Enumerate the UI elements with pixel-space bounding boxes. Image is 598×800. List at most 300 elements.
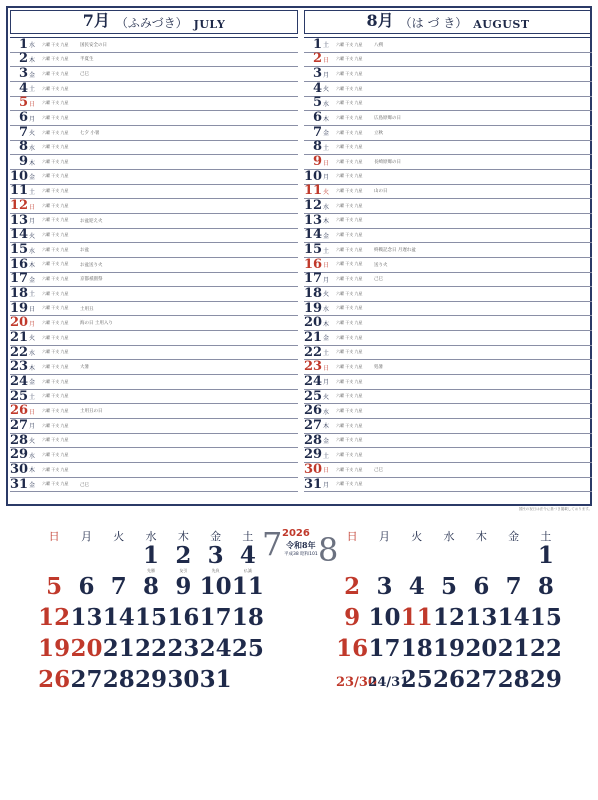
weekday-label: 火 — [29, 335, 36, 343]
day-number: 18 — [304, 285, 323, 301]
day-event: 終戦記念日 月遅れ盆 — [374, 248, 416, 254]
august-day-row — [304, 111, 592, 126]
calendar-cell — [497, 637, 529, 668]
weekday-label: 日 — [29, 306, 36, 314]
calendar-cell — [433, 668, 465, 699]
day-number: 20 — [304, 315, 323, 331]
weekday-label: 金 — [323, 438, 330, 446]
calendar-cell — [38, 668, 70, 699]
calendar-date: 15 — [135, 604, 168, 631]
july-day-rows — [10, 37, 298, 492]
july-day-row — [10, 53, 298, 68]
rokuyo-info: 六曜 干支 九星 — [42, 217, 69, 223]
calendar-date: 13 — [70, 604, 103, 631]
july-day-row — [10, 390, 298, 405]
august-day-row — [304, 67, 592, 82]
calendar-date: 2 — [344, 573, 361, 600]
day-number: 25 — [10, 388, 29, 404]
rokuyo-info: 六曜 干支 九星 — [42, 451, 69, 457]
weekday-label: 火 — [29, 232, 36, 240]
day-number: 20 — [10, 315, 29, 331]
rokuyo-info: 六曜 干支 九星 — [336, 437, 363, 443]
july-english-name: JULY — [193, 18, 226, 31]
july-day-row — [10, 287, 298, 302]
weekday-label: 日 — [323, 467, 330, 475]
weekday-label: 金 — [29, 379, 36, 387]
calendar-dual-date: 24/31 — [368, 675, 410, 690]
july-day-row — [10, 360, 298, 375]
august-day-row — [304, 287, 592, 302]
weekday-header-august — [336, 528, 566, 544]
july-day-row — [10, 82, 298, 97]
day-number: 9 — [18, 154, 28, 170]
day-number: 15 — [10, 242, 29, 258]
calendar-date: 22 — [135, 635, 168, 662]
rokuyo-info: 六曜 干支 九星 — [336, 158, 363, 164]
weekday-label: 木 — [29, 159, 36, 167]
rokuyo-info: 六曜 干支 九星 — [42, 378, 69, 384]
july-day-row — [10, 346, 298, 361]
day-number: 18 — [10, 285, 29, 301]
calendar-cell — [465, 637, 497, 668]
rokuyo-info: 六曜 干支 九星 — [336, 407, 363, 413]
calendar-date: 10 — [199, 573, 232, 600]
calendar-cell — [336, 668, 377, 699]
day-number: 6 — [18, 110, 28, 126]
weekday-label: 火 — [29, 130, 36, 138]
weekday-label: 木 — [323, 423, 330, 431]
august-english-name: AUGUST — [473, 18, 530, 31]
rokuyo-info: 六曜 干支 九星 — [336, 232, 363, 238]
rokuyo-info: 六曜 干支 九星 — [336, 114, 363, 120]
day-event: お盆 — [80, 248, 89, 254]
calendar-date: 23 — [167, 635, 200, 662]
calendar-cell — [433, 575, 465, 606]
calendar-date: 17 — [368, 635, 401, 662]
calendar-cell — [232, 544, 264, 575]
calendar-date: 18 — [400, 635, 433, 662]
calendar-date: 2 — [175, 542, 192, 569]
weekday-header-cell: 金 — [508, 530, 520, 543]
weekday-label: 月 — [29, 320, 36, 328]
calendar-date: 6 — [473, 573, 490, 600]
rokuyo-info: 六曜 干支 九星 — [42, 129, 69, 135]
calendar-rokuyo: 仏滅 — [243, 568, 252, 573]
august-day-row — [304, 141, 592, 156]
calendar-date: 3 — [376, 573, 393, 600]
august-big-number: 8 — [318, 531, 339, 569]
day-event: 八朔 — [374, 42, 383, 48]
july-grid — [38, 544, 268, 699]
calendar-rokuyo: 友引 — [179, 568, 188, 573]
july-day-row — [10, 419, 298, 434]
day-number: 8 — [18, 139, 28, 155]
weekday-label: 火 — [323, 394, 330, 402]
calendar-date: 1 — [143, 542, 160, 569]
weekday-label: 月 — [323, 379, 330, 387]
august-day-row — [304, 82, 592, 97]
calendar-cell — [530, 575, 562, 606]
august-day-row — [304, 316, 592, 331]
july-day-row — [10, 404, 298, 419]
day-number: 10 — [10, 168, 29, 184]
day-number: 2 — [312, 51, 322, 67]
rokuyo-info: 六曜 干支 九星 — [336, 217, 363, 223]
calendar-cell — [530, 606, 562, 637]
calendar-date: 21 — [497, 635, 530, 662]
calendar-rokuyo: 先勝 — [147, 568, 156, 573]
day-event: 土用丑の日 — [80, 409, 103, 415]
day-event: お盆送り火 — [80, 262, 103, 268]
calendar-date: 28 — [497, 666, 530, 693]
weekday-label: 水 — [29, 144, 36, 152]
august-week — [336, 606, 566, 637]
calendar-date: 13 — [465, 604, 498, 631]
calendar-cell — [530, 668, 562, 699]
august-day-rows — [304, 37, 592, 492]
rokuyo-info: 六曜 干支 九星 — [336, 481, 363, 487]
august-week — [336, 668, 566, 699]
calendar-cell — [199, 668, 231, 699]
july-day-row — [10, 170, 298, 185]
day-number: 7 — [18, 124, 28, 140]
july-week — [38, 575, 268, 606]
august-day-row — [304, 258, 592, 273]
calendar-date: 29 — [135, 666, 168, 693]
rokuyo-info: 六曜 干支 九星 — [336, 276, 363, 282]
weekday-label: 日 — [29, 408, 36, 416]
rokuyo-info: 六曜 干支 九星 — [336, 378, 363, 384]
day-number: 6 — [312, 110, 322, 126]
calendar-cell — [38, 544, 70, 575]
august-day-row — [304, 463, 592, 478]
rokuyo-info: 六曜 干支 九星 — [42, 422, 69, 428]
calendar-date: 19 — [38, 635, 71, 662]
weekday-label: 日 — [29, 203, 36, 211]
calendar-cell — [497, 575, 529, 606]
rokuyo-info: 六曜 干支 九星 — [336, 422, 363, 428]
calendar-date: 14 — [497, 604, 530, 631]
august-month-number: 8月 — [366, 11, 394, 30]
weekday-label: 水 — [323, 408, 330, 416]
august-day-row — [304, 155, 592, 170]
july-week — [38, 544, 268, 575]
day-number: 5 — [18, 95, 28, 111]
july-day-row — [10, 199, 298, 214]
weekday-header-cell: 水 — [443, 530, 455, 543]
weekday-label: 木 — [29, 262, 36, 270]
calendar-date: 25 — [400, 666, 433, 693]
rokuyo-info: 六曜 干支 九星 — [336, 261, 363, 267]
july-day-row — [10, 463, 298, 478]
calendar-cell — [368, 606, 400, 637]
calendar-date: 3 — [207, 542, 224, 569]
rokuyo-info: 六曜 干支 九星 — [336, 305, 363, 311]
calendar-cell — [497, 606, 529, 637]
july-week — [38, 637, 268, 668]
august-week — [336, 637, 566, 668]
july-day-row — [10, 375, 298, 390]
day-number: 5 — [312, 95, 322, 111]
day-number: 1 — [312, 36, 322, 52]
august-day-row — [304, 97, 592, 112]
day-event: 処暑 — [374, 365, 383, 371]
day-event: お盆迎え火 — [80, 218, 103, 224]
calendar-date: 10 — [368, 604, 401, 631]
rokuyo-info: 六曜 干支 九星 — [42, 276, 69, 282]
day-number: 31 — [10, 476, 29, 492]
august-header — [304, 10, 592, 34]
august-day-row — [304, 185, 592, 200]
weekday-label: 火 — [29, 438, 36, 446]
weekday-label: 木 — [323, 320, 330, 328]
august-column — [304, 10, 592, 504]
august-day-row — [304, 229, 592, 244]
weekday-label: 水 — [29, 247, 36, 255]
calendar-cell — [368, 544, 400, 575]
weekday-label: 土 — [323, 452, 330, 460]
july-column — [10, 10, 298, 504]
day-event: 大暑 — [80, 365, 89, 371]
calendar-cell — [167, 637, 199, 668]
calendar-dual-date: 23/30 — [336, 675, 377, 690]
calendar-cell — [70, 544, 102, 575]
calendar-date: 21 — [102, 635, 135, 662]
day-event: 広島原爆の日 — [374, 116, 401, 122]
rokuyo-info: 六曜 干支 九星 — [336, 349, 363, 355]
calendar-cell — [103, 668, 135, 699]
august-day-row — [304, 273, 592, 288]
fine-print: 国民の祝日は法令に基づき掲載しております。 — [518, 507, 592, 511]
day-number: 26 — [10, 403, 29, 419]
day-number: 1 — [18, 36, 28, 52]
day-event: 送り火 — [374, 262, 388, 268]
calendar-date: 26 — [433, 666, 466, 693]
calendar-date: 26 — [38, 666, 71, 693]
rokuyo-info: 六曜 干支 九星 — [42, 407, 69, 413]
center-label — [262, 525, 339, 569]
day-number: 24 — [304, 373, 323, 389]
calendar-cell — [368, 668, 410, 699]
weekday-label: 土 — [323, 247, 330, 255]
july-day-row — [10, 243, 298, 258]
rokuyo-info: 六曜 干支 九星 — [336, 320, 363, 326]
weekday-header-cell: 日 — [346, 530, 358, 543]
day-number: 22 — [304, 344, 323, 360]
rokuyo-info: 六曜 干支 九星 — [42, 188, 69, 194]
calendar-cell — [70, 668, 102, 699]
august-day-row — [304, 419, 592, 434]
rokuyo-info: 六曜 干支 九星 — [336, 290, 363, 296]
calendar-cell — [232, 575, 264, 606]
rokuyo-info: 六曜 干支 九星 — [42, 41, 69, 47]
weekday-header-cell: 月 — [378, 530, 390, 543]
day-number: 26 — [304, 403, 323, 419]
day-number: 19 — [304, 300, 323, 316]
calendar-date: 20 — [70, 635, 103, 662]
day-number: 8 — [312, 139, 322, 155]
august-week — [336, 575, 566, 606]
day-number: 13 — [304, 212, 323, 228]
weekday-label: 水 — [29, 42, 36, 50]
august-day-row — [304, 360, 592, 375]
calendar-cell — [70, 606, 102, 637]
weekday-header-cell: 土 — [242, 530, 254, 543]
rokuyo-info: 六曜 干支 九星 — [336, 129, 363, 135]
calendar-date: 31 — [199, 666, 232, 693]
weekday-label: 月 — [29, 423, 36, 431]
weekday-label: 木 — [323, 115, 330, 123]
day-number: 2 — [18, 51, 28, 67]
calendar-cell — [167, 544, 199, 575]
rokuyo-info: 六曜 干支 九星 — [42, 481, 69, 487]
day-number: 12 — [304, 198, 323, 214]
day-number: 23 — [304, 359, 323, 375]
weekday-label: 土 — [323, 350, 330, 358]
august-day-row — [304, 448, 592, 463]
day-number: 7 — [312, 124, 322, 140]
calendar-cell — [530, 544, 562, 575]
day-number: 10 — [304, 168, 323, 184]
calendar-cell — [103, 544, 135, 575]
rokuyo-info: 六曜 干支 九星 — [42, 144, 69, 150]
calendar-cell — [199, 575, 231, 606]
calendar-cell — [232, 668, 264, 699]
day-number: 19 — [10, 300, 29, 316]
july-day-row — [10, 111, 298, 126]
weekday-label: 金 — [29, 482, 36, 490]
rokuyo-info: 六曜 干支 九星 — [42, 466, 69, 472]
august-day-row — [304, 170, 592, 185]
calendar-date: 30 — [167, 666, 200, 693]
calendar-cell — [167, 575, 199, 606]
july-day-row — [10, 434, 298, 449]
rokuyo-info: 六曜 干支 九星 — [336, 41, 363, 47]
day-number: 4 — [312, 80, 322, 96]
calendar-date: 14 — [102, 604, 135, 631]
weekday-label: 月 — [323, 482, 330, 490]
day-number: 11 — [304, 183, 323, 199]
calendar-cell — [135, 575, 167, 606]
calendar-date: 27 — [70, 666, 103, 693]
rokuyo-info: 六曜 干支 九星 — [42, 100, 69, 106]
rokuyo-info: 六曜 干支 九星 — [42, 202, 69, 208]
august-week — [336, 544, 566, 575]
calendar-cell — [401, 668, 433, 699]
calendar-cell — [465, 668, 497, 699]
weekday-label: 木 — [323, 218, 330, 226]
weekday-header-cell: 金 — [210, 530, 222, 543]
weekday-header-cell: 木 — [475, 530, 487, 543]
day-event: 己巳 — [80, 72, 89, 78]
era-sub-label: 平成38 昭和101 — [284, 552, 318, 557]
calendar-date: 5 — [441, 573, 458, 600]
day-number: 25 — [304, 388, 323, 404]
calendar-cell — [199, 637, 231, 668]
rokuyo-info: 六曜 干支 九星 — [42, 232, 69, 238]
calendar-cell — [232, 637, 264, 668]
day-number: 3 — [18, 66, 28, 82]
calendar-date: 12 — [433, 604, 466, 631]
calendar-date: 18 — [231, 604, 264, 631]
calendar-cell — [167, 606, 199, 637]
weekday-label: 木 — [29, 467, 36, 475]
day-event: 七夕 小暑 — [80, 130, 100, 136]
rokuyo-info: 六曜 干支 九星 — [336, 85, 363, 91]
weekday-label: 金 — [29, 71, 36, 79]
calendar-date: 24 — [199, 635, 232, 662]
calendar-date: 7 — [110, 573, 127, 600]
day-number: 14 — [304, 227, 323, 243]
july-day-row — [10, 38, 298, 53]
calendar-cell — [336, 544, 368, 575]
calendar-date: 20 — [465, 635, 498, 662]
rokuyo-info: 六曜 干支 九星 — [42, 364, 69, 370]
calendar-cell — [465, 575, 497, 606]
day-number: 21 — [10, 329, 29, 345]
weekday-label: 金 — [29, 276, 36, 284]
weekday-label: 土 — [323, 42, 330, 50]
july-week — [38, 606, 268, 637]
rokuyo-info: 六曜 干支 九星 — [336, 173, 363, 179]
weekday-header-cell: 日 — [48, 530, 60, 543]
day-number: 17 — [304, 271, 323, 287]
calendar-cell — [103, 637, 135, 668]
calendar-date: 7 — [505, 573, 522, 600]
rokuyo-info: 六曜 干支 九星 — [336, 466, 363, 472]
weekday-label: 月 — [29, 218, 36, 226]
calendar-cell — [135, 637, 167, 668]
day-event: 己巳 — [374, 277, 383, 283]
day-number: 22 — [10, 344, 29, 360]
day-number: 14 — [10, 227, 29, 243]
weekday-label: 木 — [29, 56, 36, 64]
rokuyo-info: 六曜 干支 九星 — [336, 202, 363, 208]
calendar-date: 9 — [344, 604, 361, 631]
calendar-date: 22 — [529, 635, 562, 662]
calendar-date: 5 — [46, 573, 63, 600]
rokuyo-info: 六曜 干支 九星 — [336, 393, 363, 399]
day-event: 京都祇園祭 — [80, 277, 103, 283]
rokuyo-info: 六曜 干支 九星 — [42, 349, 69, 355]
day-number: 30 — [304, 461, 323, 477]
july-header — [10, 10, 298, 34]
august-day-row — [304, 38, 592, 53]
calendar-cell — [135, 544, 167, 575]
august-day-row — [304, 214, 592, 229]
july-japanese-name: （ふみづき） — [115, 16, 188, 30]
calendar-cell — [465, 544, 497, 575]
calendar-cell — [368, 637, 400, 668]
calendar-cell — [336, 606, 368, 637]
calendar-date: 19 — [433, 635, 466, 662]
day-number: 15 — [304, 242, 323, 258]
year-label: 2026 — [282, 528, 310, 539]
weekday-header-cell: 火 — [113, 530, 125, 543]
calendar-cell — [497, 544, 529, 575]
august-day-row — [304, 375, 592, 390]
july-day-row — [10, 67, 298, 82]
august-day-row — [304, 302, 592, 317]
day-number: 27 — [304, 417, 323, 433]
weekday-header-cell: 木 — [177, 530, 189, 543]
weekday-label: 月 — [323, 276, 330, 284]
monthly-schedule-panel — [6, 6, 592, 506]
weekday-label: 金 — [323, 335, 330, 343]
calendar-date: 27 — [465, 666, 498, 693]
calendar-cell — [199, 606, 231, 637]
rokuyo-info: 六曜 干支 九星 — [336, 246, 363, 252]
